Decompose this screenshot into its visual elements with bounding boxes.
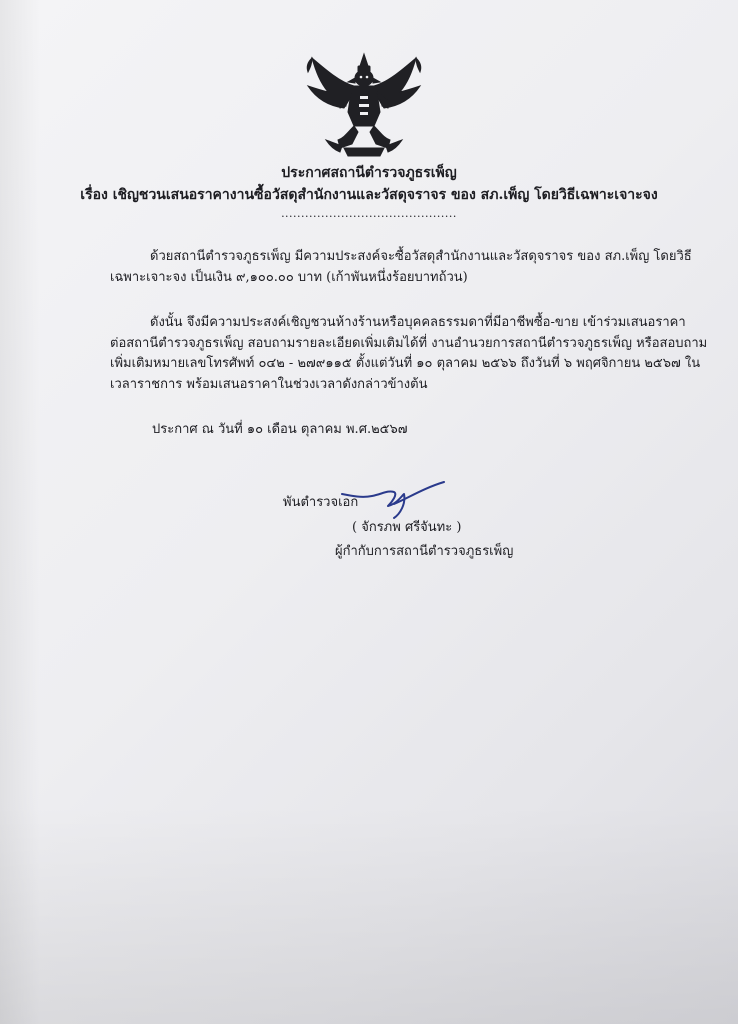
signatory-name: ( จักรภพ ศรีจันทะ ) xyxy=(352,520,462,535)
signatory-rank: พันตำรวจเอก xyxy=(283,495,359,510)
dotted-divider: ............................................ xyxy=(281,207,457,220)
paragraph-line: เพิ่มเติมหมายเลขโทรศัพท์ ๐๔๒ - ๒๗๙๑๑๕ ตั้งแต่วันที่ ๑๐ ตุลาคม ๒๕๖๖ ถึงวันที่ ๖ พฤศจิกายน ๒๕๖๗ ใน xyxy=(110,356,701,371)
announcement-date: ประกาศ ณ วันที่ ๑๐ เดือน ตุลาคม พ.ศ.๒๕๖๗ xyxy=(152,422,408,437)
garuda-emblem-icon xyxy=(304,52,424,160)
paragraph-line: เวลาราชการ พร้อมเสนอราคาในช่วงเวลาดังกล่าวข้างต้น xyxy=(110,376,428,392)
paragraph-line: ดังนั้น จึงมีความประสงค์เชิญชวนห้างร้านหรือบุคคลธรรมดาที่มีอาชีพซื้อ-ขาย เข้าร่วมเสนอราคา xyxy=(150,315,686,330)
page-shadow-bottom xyxy=(0,804,738,1024)
signatory-title: ผู้กำกับการสถานีตำรวจภูธรเพ็ญ xyxy=(335,544,514,559)
paragraph-invitation xyxy=(110,313,708,395)
document-title: ประกาศสถานีตำรวจภูธรเพ็ญ xyxy=(281,165,457,181)
paragraph-line: เฉพาะเจาะจง เป็นเงิน ๙,๑๐๐.๐๐ บาท (เก้าพันหนึ่งร้อยบาทถ้วน) xyxy=(110,269,468,285)
paragraph-line: ต่อสถานีตำรวจภูธรเพ็ญ สอบถามรายละเอียดเพิ่มเติมได้ที่ งานอำนวยการสถานีตำรวจภูธรเพ็ญ หรือสอบถาม xyxy=(110,335,708,351)
document-subject: เรื่อง เชิญชวนเสนอราคางานซื้อวัสดุสำนักงานและวัสดุจราจร ของ สภ.เพ็ญ โดยวิธีเฉพาะเจาะจง xyxy=(80,187,658,203)
paragraph-line: ด้วยสถานีตำรวจภูธรเพ็ญ มีความประสงค์จะซื้อวัสดุสำนักงานและวัสดุจราจร ของ สภ.เพ็ญ โดยวิธี xyxy=(150,249,692,264)
paragraph-intro xyxy=(110,247,692,288)
